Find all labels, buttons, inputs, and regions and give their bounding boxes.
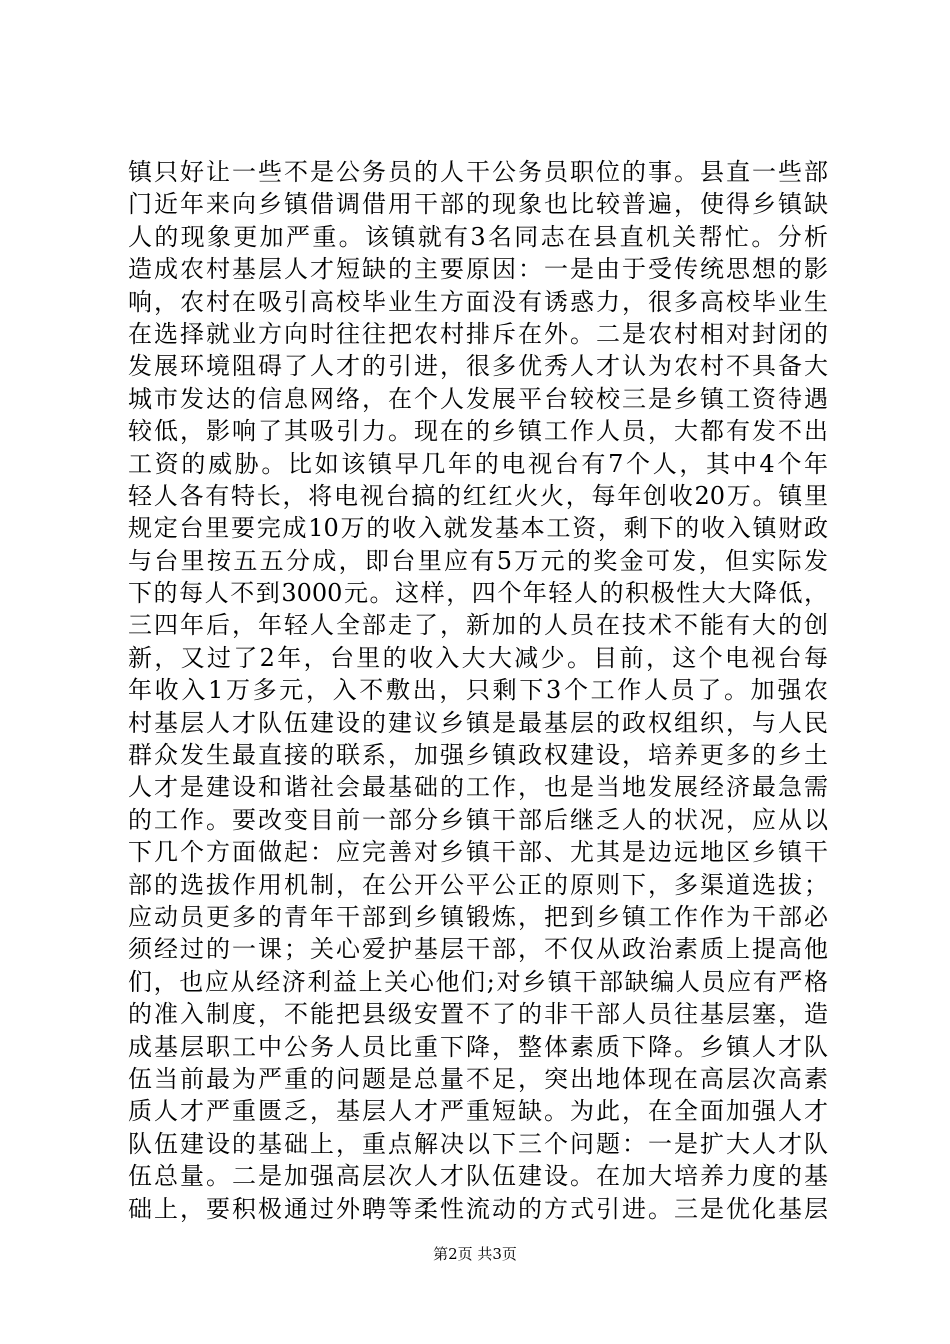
text-line: 三四年后，年轻人全部走了，新加的人员在技术不能有大的创 (128, 611, 828, 640)
text-line: 的工作。要改变目前一部分乡镇干部后继乏人的状况，应从以 (128, 805, 828, 834)
text-line: 较低，影响了其吸引力。现在的乡镇工作人员，大都有发不出 (128, 417, 828, 446)
text-line: 造成农村基层人才短缺的主要原因：一是由于受传统思想的影 (128, 255, 828, 284)
text-line: 下的每人不到3000元。这样，四个年轻人的积极性大大降低， (128, 579, 828, 608)
text-line: 轻人各有特长，将电视台搞的红红火火，每年创收20万。镇里 (128, 481, 828, 510)
text-line: 应动员更多的青年干部到乡镇锻炼，把到乡镇工作作为干部必 (128, 902, 828, 931)
body-text (128, 156, 828, 1225)
text-line: 响，农村在吸引高校毕业生方面没有诱惑力，很多高校毕业生 (128, 287, 828, 316)
text-line: 的准入制度，不能把县级安置不了的非干部人员往基层塞，造 (128, 1000, 828, 1029)
text-line: 城市发达的信息网络，在个人发展平台较校三是乡镇工资待遇 (128, 384, 828, 413)
page-footer: 第2页 共3页 (433, 1245, 517, 1263)
text-line: 下几个方面做起：应完善对乡镇干部、尤其是边远地区乡镇干 (128, 838, 828, 867)
text-line: 规定台里要完成10万的收入就发基本工资，剩下的收入镇财政 (128, 514, 828, 543)
text-line: 础上，要积极通过外聘等柔性流动的方式引进。三是优化基层 (128, 1194, 828, 1223)
text-line: 人的现象更加严重。该镇就有3名同志在县直机关帮忙。分析 (128, 222, 828, 251)
text-line: 与台里按五五分成，即台里应有5万元的奖金可发，但实际发 (128, 546, 828, 575)
text-line: 新，又过了2年，台里的收入大大减少。目前，这个电视台每 (128, 643, 828, 672)
text-line: 成基层职工中公务人员比重下降，整体素质下降。乡镇人才队 (128, 1032, 828, 1061)
text-line: 队伍建设的基础上，重点解决以下三个问题：一是扩大人才队 (128, 1129, 828, 1158)
text-line: 年收入1万多元，入不敷出，只剩下3个工作人员了。加强农 (128, 676, 828, 705)
text-line: 发展环境阻碍了人才的引进，很多优秀人才认为农村不具备大 (128, 352, 828, 381)
text-line: 质人才严重匮乏，基层人才严重短缺。为此，在全面加强人才 (128, 1097, 828, 1126)
text-line: 镇只好让一些不是公务员的人干公务员职位的事。县直一些部 (128, 158, 828, 186)
text-line: 伍总量。二是加强高层次人才队伍建设。在加大培养力度的基 (128, 1162, 828, 1191)
text-line: 伍当前最为严重的问题是总量不足，突出地体现在高层次高素 (128, 1064, 828, 1093)
text-line: 们，也应从经济利益上关心他们;对乡镇干部缺编人员应有严格 (128, 967, 828, 996)
text-line: 部的选拔作用机制，在公开公平公正的原则下，多渠道选拔； (128, 870, 828, 899)
text-line: 群众发生最直接的联系，加强乡镇政权建设，培养更多的乡土 (128, 741, 828, 770)
text-line: 须经过的一课；关心爱护基层干部，不仅从政治素质上提高他 (128, 935, 828, 964)
text-line: 村基层人才队伍建设的建议乡镇是最基层的政权组织，与人民 (128, 708, 828, 737)
text-line: 工资的威胁。比如该镇早几年的电视台有7个人，其中4个年 (128, 449, 828, 478)
text-line: 在选择就业方向时往往把农村排斥在外。二是农村相对封闭的 (128, 319, 828, 348)
text-line: 人才是建设和谐社会最基础的工作，也是当地发展经济最急需 (128, 773, 828, 802)
text-line: 门近年来向乡镇借调借用干部的现象也比较普遍，使得乡镇缺 (128, 190, 828, 219)
